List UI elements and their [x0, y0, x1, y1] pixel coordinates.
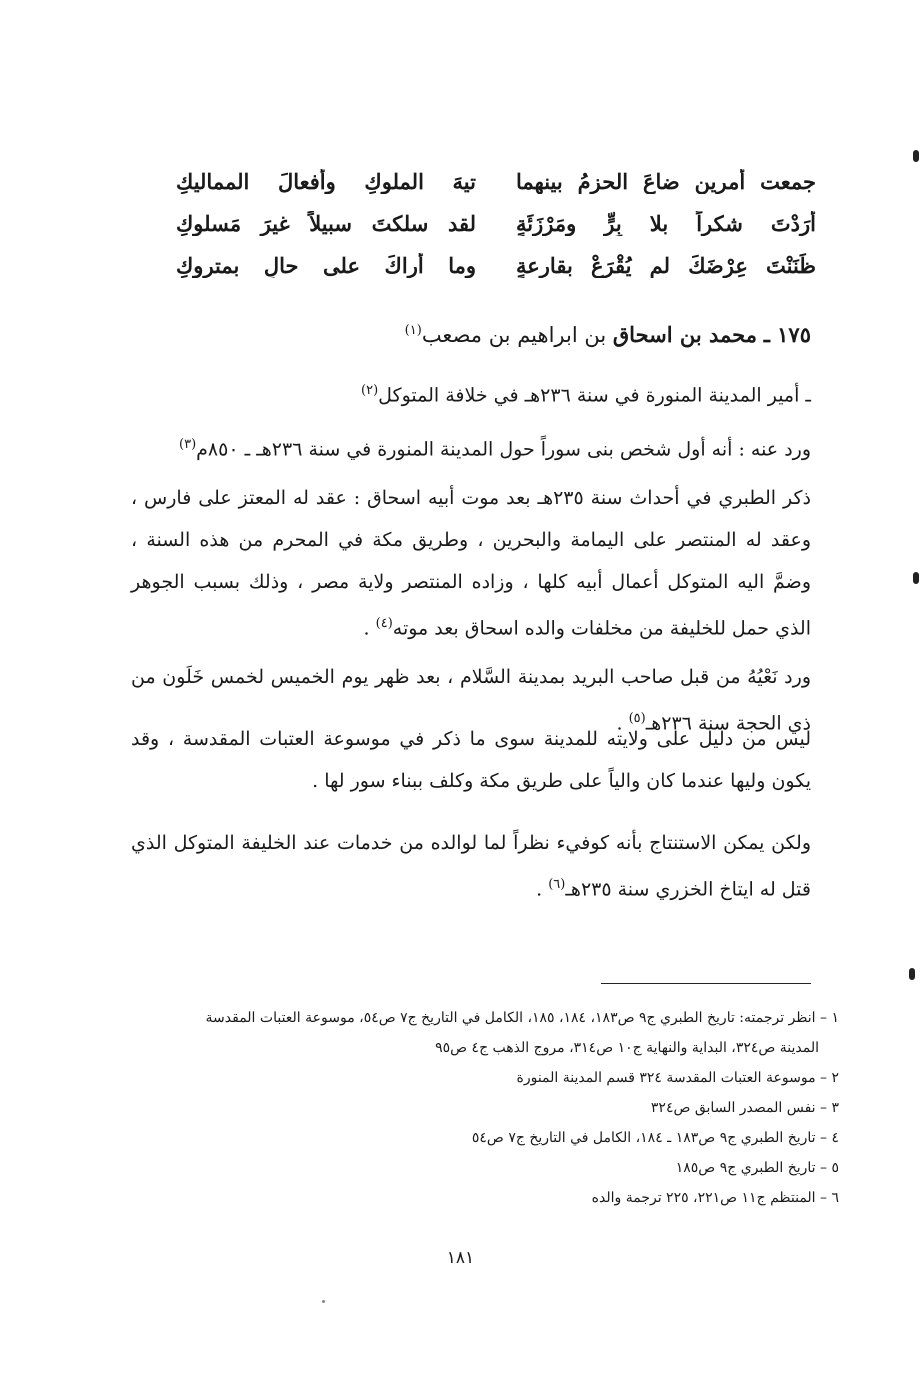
footnote-item: ٥ – تاريخ الطبري ج٩ ص١٨٥ [675, 1160, 839, 1176]
scan-edge-mark [909, 968, 915, 980]
poem-line [176, 160, 816, 202]
paragraph-wall [131, 424, 811, 470]
footnote-marker: (٦) [548, 877, 566, 892]
entry-name-rest: بن ابراهيم بن مصعب [421, 323, 607, 347]
paragraph-tail: . [616, 712, 629, 735]
entry-heading [405, 322, 811, 347]
paragraph-text: ورد نَعْيُهُ من قبل صاحب البريد بمدينة السَّلام ، بعد ظهر يوم الخميس لخمس خَلَون من ذي الحجة سنة ٢٣٦هـ [131, 666, 811, 735]
paragraph-tail: . [536, 878, 549, 901]
poem-line [176, 244, 816, 286]
entry-number: ١٧٥ ـ [763, 322, 811, 347]
footnote-marker: (٥) [628, 711, 646, 726]
footnote-item: ٤ – تاريخ الطبري ج٩ ص١٨٣ ـ ١٨٤، الكامل في التاريخ ج٧ ص٥٤ [471, 1130, 839, 1146]
entry-name: محمد بن اسحاق [612, 322, 757, 347]
scan-edge-mark [913, 150, 919, 162]
paragraph-tail: . [363, 617, 376, 640]
footnote-item: ٦ – المنتظم ج١١ ص٢٢١، ٢٢٥ ترجمة والده [591, 1190, 839, 1206]
poem-first-hemistich: ظَنَنْتَ عِرْضَكَ لم يُقْرَعْ بقارعةٍ [516, 252, 816, 278]
footnote-continuation: المدينة ص٣٢٤، البداية والنهاية ج١٠ ص٣١٤، مروج الذهب ج٤ ص٩٥ [435, 1040, 819, 1056]
footnotes [109, 1003, 839, 1213]
paragraph-text: ولكن يمكن الاستنتاج بأنه كوفيء نظراً لما لوالده من خدمات عند الخليفة المتوكل الذي قتل له ايتاخ الخزري سنة ٢٣٥هـ [131, 832, 811, 901]
paragraph-text: ليس من دليل على ولايته للمدينة سوى ما ذكر في موسوعة العتبات المقدسة ، وقد يكون وليها عندما كان والياً على طريق مكة وكلف ببناء سور لها . [131, 728, 811, 792]
footnote-marker: (٢) [361, 383, 379, 398]
poem [176, 160, 816, 286]
footnote-item: ٢ – موسوعة العتبات المقدسة ٣٢٤ قسم المدينة المنورة [516, 1070, 839, 1086]
footnote-marker: (١) [404, 323, 422, 338]
paragraph-office [131, 370, 811, 416]
footnote-separator [601, 983, 811, 984]
page-number: ١٨١ [446, 1248, 475, 1268]
paragraph-text: ذكر الطبري في أحداث سنة ٢٣٥هـ بعد موت أبيه اسحاق : عقد له المعتز على فارس ، وعقد له المنتصر على اليمامة والبحرين ، وطريق مكة في المحرم من هذه السنة ، وضمَّ اليه المتوكل أعمال أبيه كلها ، وزاده المنتصر ولاية مصر ، وذلك بسبب الجوهر الذي حمل للخليفة من مخلفات والده اسحاق بعد موته [131, 487, 811, 640]
footnote-marker: (٤) [375, 616, 393, 631]
paragraph-evidence [131, 718, 811, 802]
footnote-marker: (٣) [179, 437, 197, 452]
footnote-item: ١ – انظر ترجمته: تاريخ الطبري ج٩ ص١٨٣، ١٨٤، ١٨٥، الكامل في التاريخ ج٧ ص٥٤، موسوعة العتبات المقدسة [205, 1010, 839, 1026]
paragraph-text: ورد عنه : أنه أول شخص بنى سوراً حول المدينة المنورة في سنة ٢٣٦هـ ـ ٨٥٠م [196, 438, 811, 461]
paragraph-tabari [131, 477, 811, 649]
poem-second-hemistich: لقد سلكتَ سبيلاً غيرَ مَسلوكِ [176, 210, 476, 236]
paragraph-conclusion [131, 822, 811, 910]
poem-second-hemistich: تيهَ الملوكِ وأفعالَ المماليكِ [176, 168, 476, 194]
footnote-item: ٣ – نفس المصدر السابق ص٣٢٤ [650, 1100, 839, 1116]
poem-second-hemistich: وما أراكَ على حالٍ بمتروكِ [176, 252, 476, 278]
paragraph-text: ـ أمير المدينة المنورة في سنة ٢٣٦هـ في خلافة المتوكل [378, 384, 811, 407]
poem-line [176, 202, 816, 244]
scan-edge-mark [913, 572, 919, 584]
poem-first-hemistich: أَرَدْتَ شكراً بلا بِرٍّ ومَرْزَئَةٍ [516, 210, 816, 236]
scan-speck [322, 1300, 325, 1303]
poem-first-hemistich: جمعت أمرين ضاعَ الحزمُ بينهما [516, 168, 816, 194]
